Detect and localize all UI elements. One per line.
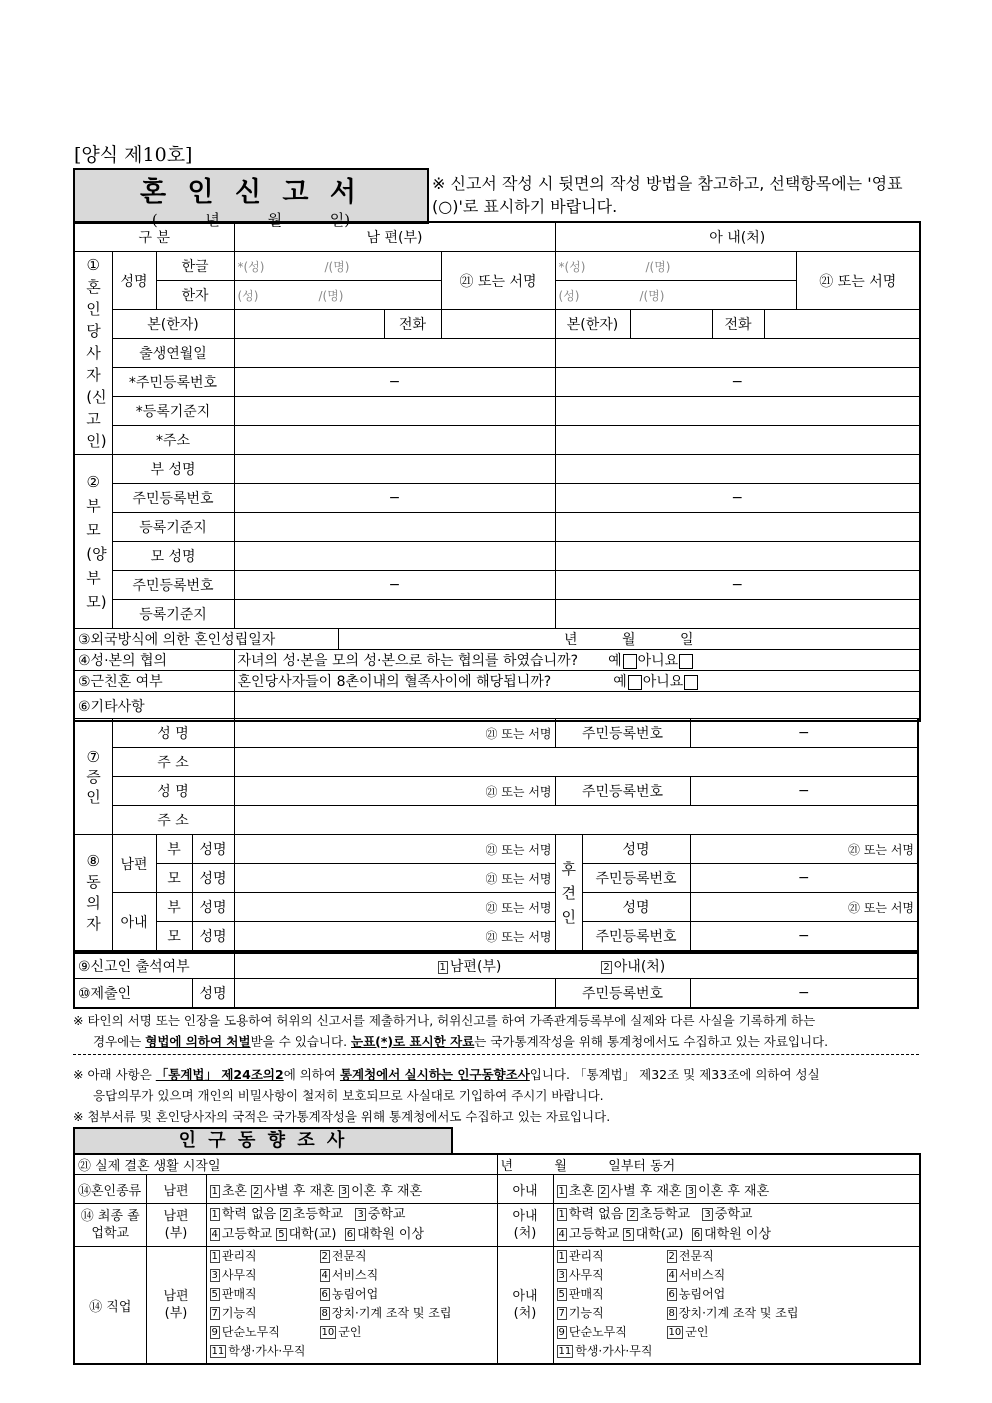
header-wife: 아 내(처) [555,222,920,252]
husband-mother-name[interactable] [234,542,555,571]
wife-phone-label: 전화 [712,310,764,339]
father-name-label: 부 성명 [112,455,234,484]
husband-bon[interactable] [234,310,384,339]
husband-father-rrn[interactable]: − [234,484,555,513]
mother-name-label: 모 성명 [112,542,234,571]
opt1-number[interactable]: 1 [439,961,446,973]
consent-husband-father-seal[interactable]: ㉑ 또는 서명 [234,835,555,864]
witness2-rrn[interactable]: − [690,777,918,806]
consent-wife-mother-seal[interactable]: ㉑ 또는 서명 [234,922,555,952]
consent-wife-label: 아내 [112,893,156,952]
guardian2-rrn[interactable]: − [690,922,918,952]
consanguinity-no-checkbox[interactable] [684,675,698,690]
witness-label: ⑦증인 [74,719,112,835]
consent-name-label: 성명 [192,835,234,864]
guardian1-seal[interactable]: ㉑ 또는 서명 [690,835,918,864]
other-matters-label: ⑥기타사항 [74,692,234,722]
header-husband: 남 편(부) [234,222,555,252]
wife-mother-reg-base[interactable] [555,600,920,629]
witness1-rrn[interactable]: − [690,719,918,748]
marriage-type-label: ⑭혼인종류 [74,1175,146,1204]
marriage-start-date[interactable]: 년 월 일부터 동거 [497,1154,920,1175]
husband-address[interactable] [234,426,555,455]
husband-father-reg-base[interactable] [234,513,555,542]
wife-address[interactable] [555,426,920,455]
witness2-address[interactable] [234,806,918,835]
consent-husband-mother-label: 모 [156,864,192,893]
guardian1-name-label: 성명 [582,835,690,864]
submitter-name-label: 성명 [192,979,234,1009]
witness1-name-label: 성 명 [112,719,234,748]
witness2-address-label: 주 소 [112,806,234,835]
attendance-label: ⑨신고인 출석여부 [74,953,234,979]
marriage-start-label: ㉑ 실제 결혼 생활 시작일 [74,1154,497,1175]
wife-marriage-type[interactable]: 1 초혼 2 사별 후 재혼 3 이혼 후 재혼 [553,1175,920,1204]
section2-label: ②부모(양부모) [74,455,112,629]
submitter-label: ⑩제출인 [74,979,192,1009]
wife-phone[interactable] [764,310,920,339]
witness-table [73,718,919,952]
education-label: ⑭ 최종 졸업학교 [74,1204,146,1247]
title-box [73,168,429,229]
husband-edu-label: 남편 (부) [146,1204,206,1247]
guardian1-rrn[interactable]: − [690,864,918,893]
wife-father-name[interactable] [555,455,920,484]
consanguinity-label: ⑤근친혼 여부 [74,671,234,692]
witness2-rrn-label: 주민등록번호 [555,777,690,806]
hangul-label: 한글 [156,252,234,281]
husband-phone[interactable] [441,310,555,339]
reg-base-label: *등록기준지 [112,397,234,426]
husband-seal[interactable]: ㉑ 또는 서명 [441,252,555,310]
witness1-address-label: 주 소 [112,748,234,777]
consent-name-label: 성명 [192,893,234,922]
surname-agreement-label: ④성·본의 협의 [74,650,234,671]
occupation-label: ⑭ 직업 [74,1247,146,1365]
wife-mother-rrn[interactable]: − [555,571,920,600]
wife-bon-label: 본(한자) [555,310,630,339]
wife-edu-label: 아내 (처) [497,1204,553,1247]
wife-father-rrn[interactable]: − [555,484,920,513]
note-penalty: ※ 타인의 서명 또는 인장을 도용하여 허위의 신고서를 제출하거나, 허위신고를 하여 가족관계등록부에 실제와 다른 사실을 기록하게 하는 경우에는 형법에 의하여 처벌받을 수 있습니다. 눈표(*)로 표시한 자료는 국가통계작성을 위해 통계청에서도 수집하고 있는 자료입니다. [73,1013,829,1049]
husband-rrn[interactable]: − [234,368,555,397]
father-rrn-label: 주민등록번호 [112,484,234,513]
consent-husband-father-label: 부 [156,835,192,864]
wife-job-label: 아내 (처) [497,1247,553,1365]
mother-reg-base-label: 등록기준지 [112,600,234,629]
husband-reg-base[interactable] [234,397,555,426]
husband-occupation[interactable]: 1 관리직 2 전문직 3 사무직 4 서비스직 5 판매직 6 농림어업 7 기능직 8 장치·기계 조작 및 조립 9 단순노무직 10 군인 11 학생·가사·무직 [206,1247,497,1365]
father-reg-base-label: 등록기준지 [112,513,234,542]
husband-education[interactable]: 1 학력 없음 2 초등학교 3 중학교 4 고등학교 5 대학(교) 6 대학원 이상 [206,1204,497,1247]
wife-bon[interactable] [630,310,712,339]
attendance-options: 1 남편(부) 2 아내(처) [234,953,918,979]
wife-seal[interactable]: ㉑ 또는 서명 [796,252,920,310]
submitter-rrn[interactable]: − [690,979,918,1009]
submitter-rrn-label: 주민등록번호 [555,979,690,1009]
main-form-table [73,221,921,722]
guardian2-name-label: 성명 [582,893,690,922]
consanguinity-yes-checkbox[interactable] [628,675,642,690]
husband-job-label: 남편 (부) [146,1247,206,1365]
guardian2-seal[interactable]: ㉑ 또는 서명 [690,893,918,922]
date-line: ( 년 월 일) [151,211,351,229]
divider [73,1054,919,1055]
wife-hanja-name[interactable]: (성) /(명) [555,281,796,310]
consent-husband-label: 남편 [112,835,156,893]
husband-father-name[interactable] [234,455,555,484]
opt2-number[interactable]: 2 [603,961,610,973]
wife-hangul-name[interactable]: *(성) /(명) [555,252,796,281]
mother-rrn-label: 주민등록번호 [112,571,234,600]
section1-label: ①혼인당사자(신고인) [74,252,112,455]
consanguinity: 혼인당사자들이 8촌이내의 혈족사이에 해당됩니까? 예 아니요 [234,671,920,692]
birth-label: 출생연월일 [112,339,234,368]
hanja-label: 한자 [156,281,234,310]
husband-birth[interactable] [234,339,555,368]
witness2-seal[interactable]: ㉑ 또는 서명 [234,777,555,806]
husband-mother-reg-base[interactable] [234,600,555,629]
rrn-label: *주민등록번호 [112,368,234,397]
wife-rrn[interactable]: − [555,368,920,397]
guardian-label: 후견인 [555,835,582,952]
husband-hanja-name[interactable]: (성) /(명) [234,281,441,310]
page-title: 혼 인 신 고 서 [139,177,362,208]
foreign-date-label: ③외국방식에 의한 혼인성립일자 [74,629,338,650]
witness2-name-label: 성 명 [112,777,234,806]
consent-name-label: 성명 [192,922,234,952]
form-number: [양식 제10호] [74,144,193,166]
surname-agreement: 자녀의 성·본을 모의 성·본으로 하는 협의를 하였습니까? 예 아니요 [234,650,920,671]
guardian1-rrn-label: 주민등록번호 [582,864,690,893]
consenter-label: ⑧동의자 [74,835,112,952]
husband-hangul-name[interactable]: *(성) /(명) [234,252,441,281]
note-statistics: ※ 아래 사항은 「통계법」 제24조의2에 의하여 통계청에서 실시하는 인구동향조사입니다. 「통계법」 제32조 및 제33조에 의하여 성실 응답의무가 있으며 개인의 비밀사항이 철저히 보호되므로 사실대로 기입하여 주시기 바랍니다. ※ 첨부서류 및 혼인당사자의 국적은 국가통계작성을 위해 통계청에서도 수집하고 있는 자료입니다. [73,1067,820,1124]
address-label: *주소 [112,426,234,455]
consent-wife-father-seal[interactable]: ㉑ 또는 서명 [234,893,555,922]
wife-mother-name[interactable] [555,542,920,571]
husband-mother-rrn[interactable]: − [234,571,555,600]
instruction: ※ 신고서 작성 시 뒷면의 작성 방법을 참고하고, 선택항목에는 '영표(○)'로 표시하기 바랍니다. [432,174,903,216]
consent-name-label: 성명 [192,864,234,893]
header-category: 구 분 [74,222,234,252]
survey-title: 인 구 동 향 조 사 [73,1127,453,1155]
other-matters[interactable] [234,692,920,722]
name-label: 성명 [112,252,156,310]
wife-reg-base[interactable] [555,397,920,426]
survey-table [73,1153,921,1365]
witness1-rrn-label: 주민등록번호 [555,719,690,748]
wife-occupation[interactable]: 1 관리직 2 전문직 3 사무직 4 서비스직 5 판매직 6 농림어업 7 기능직 8 장치·기계 조작 및 조립 9 단순노무직 10 군인 11 학생·가사·무직 [553,1247,920,1365]
witness1-seal[interactable]: ㉑ 또는 서명 [234,719,555,748]
agreement-yes-checkbox[interactable] [623,654,637,669]
husband-phone-label: 전화 [384,310,441,339]
consent-wife-mother-label: 모 [156,922,192,952]
husband-label: 남편 [146,1175,206,1204]
foreign-date[interactable]: 년 월 일 [338,629,920,650]
submitter-name[interactable] [234,979,555,1009]
wife-label: 아내 [497,1175,553,1204]
wife-education[interactable]: 1 학력 없음 2 초등학교 3 중학교 4 고등학교 5 대학(교) 6 대학원 이상 [553,1204,920,1247]
bon-label: 본(한자) [112,310,234,339]
guardian2-rrn-label: 주민등록번호 [582,922,690,952]
reporter-table [73,952,919,1009]
wife-birth[interactable] [555,339,920,368]
wife-father-reg-base[interactable] [555,513,920,542]
witness1-address[interactable] [234,748,918,777]
consent-husband-mother-seal[interactable]: ㉑ 또는 서명 [234,864,555,893]
consent-wife-father-label: 부 [156,893,192,922]
husband-marriage-type[interactable]: 1 초혼 2 사별 후 재혼 3 이혼 후 재혼 [206,1175,497,1204]
agreement-no-checkbox[interactable] [679,654,693,669]
